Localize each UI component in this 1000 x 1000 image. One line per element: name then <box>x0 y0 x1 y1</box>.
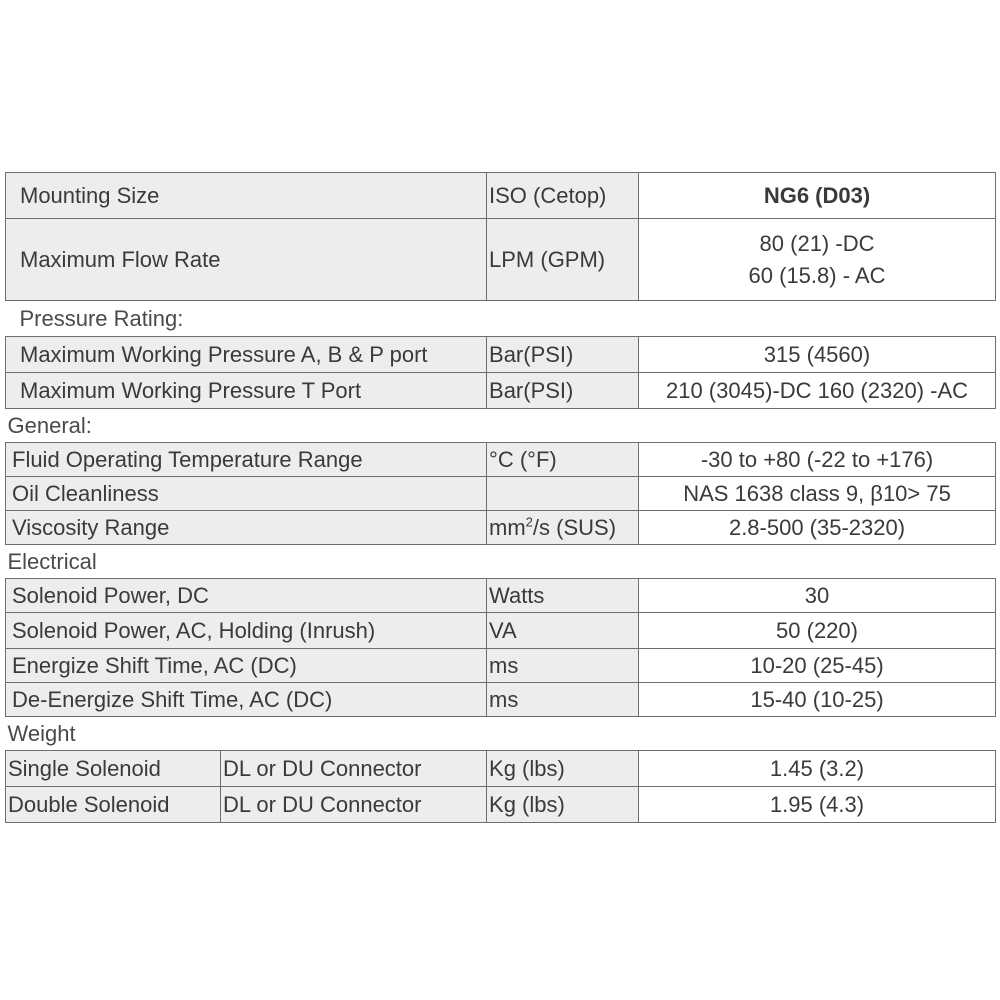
row-unit <box>487 477 639 511</box>
row-label: Maximum Working Pressure T Port <box>6 373 487 409</box>
row-label: Single Solenoid <box>6 751 221 787</box>
row-value: 1.95 (4.3) <box>639 787 996 823</box>
row-label: Maximum Working Pressure A, B & P port <box>6 337 487 373</box>
section-weight <box>6 717 996 751</box>
row-connector: DL or DU Connector <box>221 751 487 787</box>
row-unit <box>487 511 639 545</box>
table-row <box>6 511 996 545</box>
row-label: Solenoid Power, DC <box>6 579 487 613</box>
table-row <box>6 443 996 477</box>
section-title: Electrical <box>6 545 996 579</box>
section-electrical <box>6 545 996 579</box>
row-label: Double Solenoid <box>6 787 221 823</box>
table-row <box>6 373 996 409</box>
row-unit: ms <box>487 649 639 683</box>
mounting-size-unit: ISO (Cetop) <box>487 173 639 219</box>
table-row-mounting-size <box>6 173 996 219</box>
row-unit: Bar(PSI) <box>487 373 639 409</box>
row-unit: Watts <box>487 579 639 613</box>
table-row <box>6 477 996 511</box>
table-row <box>6 613 996 649</box>
row-label: Viscosity Range <box>6 511 487 545</box>
table-row <box>6 337 996 373</box>
row-value: 210 (3045)-DC 160 (2320) -AC <box>639 373 996 409</box>
section-title: General: <box>6 409 996 443</box>
flow-rate-unit: LPM (GPM) <box>487 219 639 301</box>
row-value: 15-40 (10-25) <box>639 683 996 717</box>
table-row <box>6 787 996 823</box>
unit-superscript: 2 <box>525 514 533 530</box>
row-value: 10-20 (25-45) <box>639 649 996 683</box>
mounting-size-label: Mounting Size <box>6 173 487 219</box>
flow-rate-ac: 60 (15.8) - AC <box>748 262 886 288</box>
section-general <box>6 409 996 443</box>
row-label: De-Energize Shift Time, AC (DC) <box>6 683 487 717</box>
row-label: Energize Shift Time, AC (DC) <box>6 649 487 683</box>
row-value: NAS 1638 class 9, β10> 75 <box>639 477 996 511</box>
section-title: Weight <box>6 717 996 751</box>
row-unit: °C (°F) <box>487 443 639 477</box>
table-row-flow-rate <box>6 219 996 301</box>
row-label: Oil Cleanliness <box>6 477 487 511</box>
row-label: Solenoid Power, AC, Holding (Inrush) <box>6 613 487 649</box>
row-label: Fluid Operating Temperature Range <box>6 443 487 477</box>
row-unit: Kg (lbs) <box>487 751 639 787</box>
spec-table <box>5 172 996 823</box>
row-unit: VA <box>487 613 639 649</box>
row-value: 315 (4560) <box>639 337 996 373</box>
row-value: -30 to +80 (-22 to +176) <box>639 443 996 477</box>
row-unit: Bar(PSI) <box>487 337 639 373</box>
table-row <box>6 649 996 683</box>
table-row <box>6 579 996 613</box>
row-value: 2.8-500 (35-2320) <box>639 511 996 545</box>
row-value: 1.45 (3.2) <box>639 751 996 787</box>
row-unit: ms <box>487 683 639 717</box>
flow-rate-dc: 80 (21) -DC <box>759 230 875 256</box>
row-connector: DL or DU Connector <box>221 787 487 823</box>
flow-rate-value <box>639 219 996 301</box>
unit-base: mm <box>489 514 526 540</box>
flow-rate-label: Maximum Flow Rate <box>6 219 487 301</box>
section-title: Pressure Rating: <box>6 301 996 337</box>
section-pressure-rating <box>6 301 996 337</box>
unit-suffix: /s (SUS) <box>532 514 617 540</box>
row-value: 30 <box>639 579 996 613</box>
row-unit: Kg (lbs) <box>487 787 639 823</box>
row-value: 50 (220) <box>639 613 996 649</box>
table-row <box>6 683 996 717</box>
mounting-size-value: NG6 (D03) <box>639 173 996 219</box>
table-row <box>6 751 996 787</box>
